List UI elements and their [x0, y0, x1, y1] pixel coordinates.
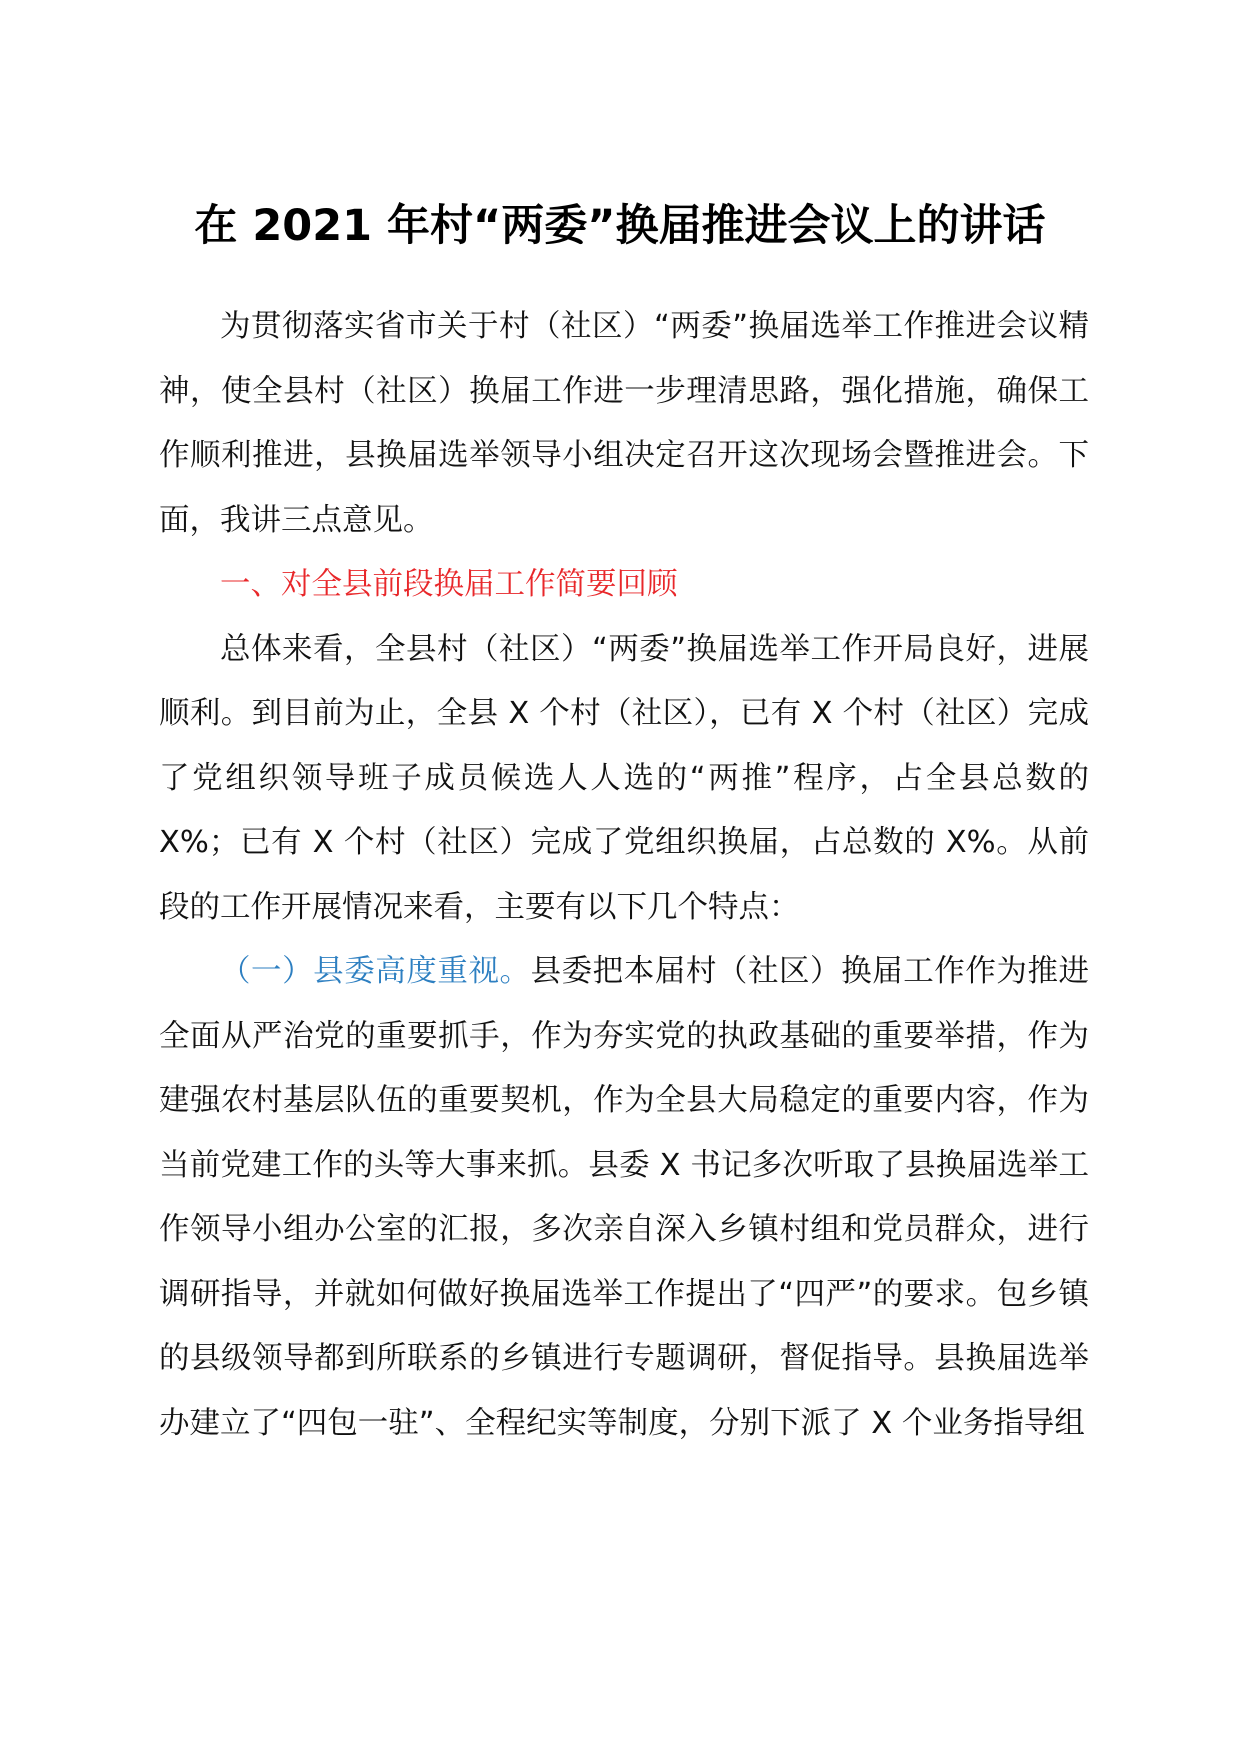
subsection-heading-1: （一）县委高度重视。: [220, 954, 531, 989]
subsection-body-1: 县委把本届村（社区）换届工作作为推进全面从严治党的重要抓手，作为夯实党的执政基础的重要举措，作为建强农村基层队伍的重要契机，作为全县大局稳定的重要内容，作为当前党建工作的头等大事来抓。县委 X 书记多次听取了县换届选举工作领导小组办公室的汇报，多次亲自深入乡镇村组和党员群众，进行调研指导，并就如何做好换届选举工作提出了“四严”的要求。包乡镇的县级领导都到所联系的乡镇进行专题调研，督促指导。县换届选举办建立了“四包一驻”、全程纪实等制度，分别下派了 X 个业务指导组: [159, 954, 1090, 1441]
document-body: [159, 295, 1089, 1456]
section-heading-1: 一、对全县前段换届工作简要回顾: [220, 567, 678, 602]
paragraph-subsection-1: [159, 940, 1089, 1456]
paragraph-intro: 为贯彻落实省市关于村（社区）“两委”换届选举工作推进会议精神，使全县村（社区）换届工作进一步理清思路，强化措施，确保工作顺利推进，县换届选举领导小组决定召开这次现场会暨推进会。下面，我讲三点意见。: [159, 309, 1089, 538]
document-title: 在 2021 年村“两委”换届推进会议上的讲话: [194, 201, 1046, 251]
paragraph-overview: 总体来看，全县村（社区）“两委”换届选举工作开局良好，进展顺利。到目前为止，全县 X 个村（社区），已有 X 个村（社区）完成了党组织领导班子成员候选人人选的“两推”程序，占全县总数的 X%；已有 X 个村（社区）完成了党组织换届，占总数的 X%。从前段的工作开展情况来看，主要有以下几个特点：: [159, 631, 1089, 925]
